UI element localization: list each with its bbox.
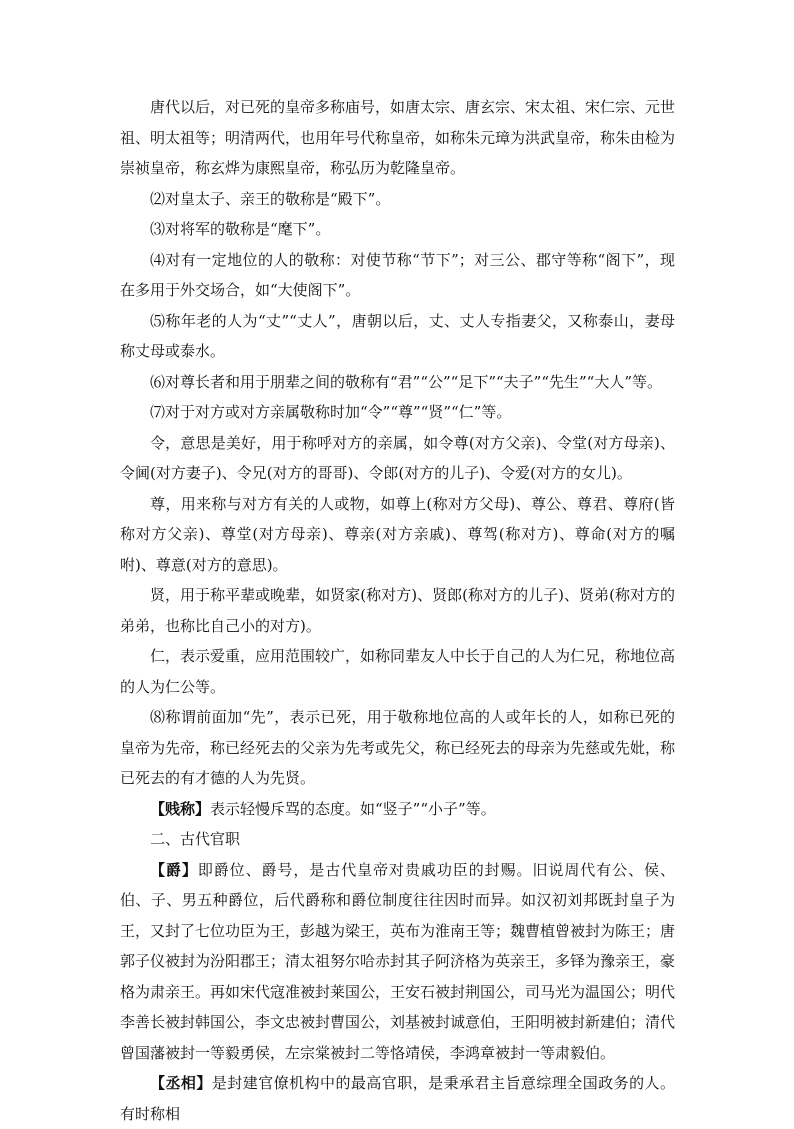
paragraph-text: 即爵位、爵号，是古代皇帝对贵戚功臣的封赐。旧说周代有公、侯、伯、子、男五种爵位，后代爵称和爵位制度往往因时而异。如汉初刘邦既封皇子为王，又封了七位功臣为王，彭越为梁王，英布为淮南王等；魏曹植曾被封为陈王；唐郭子仪被封为汾阳郡王；清太祖努尔哈赤封其子阿济格为英亲王，多铎为豫亲王，豪格为肃亲王。再如宋代寇准被封莱国公，王安石被封荆国公，司马光为温国公；明代李善长被封韩国公，李文忠被封曹国公，刘基被封诚意伯，王阳明被封新建伯；清代曾国藩被封一等毅勇侯，左宗棠被封二等恪靖侯，李鸿章被封一等肃毅伯。 [120, 860, 676, 1062]
paragraph-official-title: ⑷对有一定地位的人的敬称：对使节称“节下”；对三公、郡守等称“阁下”，现在多用于外交场合，如“大使阁下”。 [120, 250, 675, 299]
paragraph-ren: 仁，表示爱重，应用范围较广，如称同辈友人中长于自己的人为仁兄，称地位高的人为仁公等。 [120, 647, 676, 696]
paragraph-text: 是封建官僚机构中的最高官职，是秉承君主旨意综理全国政务的人。有时称相 [120, 1074, 675, 1123]
paragraph-text: 表示轻慢斥骂的态度。如“竖子”“小子”等。 [210, 799, 496, 818]
paragraph-nobility [120, 855, 675, 1069]
paragraph-xian-deceased: ⑻称谓前面加“先”，表示已死，用于敬称地位高的人或年长的人，如称已死的皇帝为先帝，称已经死去的父亲为先考或先父，称已经死去的母亲为先慈或先妣，称已死去的有才德的人为先贤。 [120, 708, 676, 787]
section-heading-official-posts: 二、古代官职 [150, 830, 241, 848]
paragraph-zun: 尊，用来称与对方有关的人或物，如尊上(称对方父母)、尊公、尊君、尊府(皆称对方父亲)、尊堂(对方母亲)、尊亲(对方亲戚)、尊驾(称对方)、尊命(对方的嘱咐)、尊意(对方的意思)。 [120, 494, 675, 574]
paragraph-temple-names: 唐代以后，对已死的皇帝多称庙号，如唐太宗、唐玄宗、宋太祖、宋仁宗、元世祖、明太祖等；明清两代，也用年号代称皇帝，如称朱元璋为洪武皇帝，称朱由检为崇祯皇帝，称玄烨为康熙皇帝，称弘历为乾隆皇帝。 [120, 98, 676, 177]
paragraph-relatives-prefix: ⑺对于对方或对方亲属敬称时加“令”“尊”“贤”“仁”等。 [150, 403, 512, 421]
paragraph-chancellor [120, 1068, 675, 1129]
paragraph-ling: 令，意思是美好，用于称呼对方的亲属，如令尊(对方父亲)、令堂(对方母亲)、令阃(对方妻子)、令兄(对方的哥哥)、令郎(对方的儿子)、令爱(对方的女儿)。 [120, 433, 675, 482]
document-page [120, 92, 675, 1129]
paragraph-crown-prince-title: ⑵对皇太子、亲王的敬称是“殿下”。 [150, 189, 391, 208]
paragraph-xian: 贤，用于称平辈或晚辈，如贤家(称对方)、贤郎(称对方的儿子)、贤弟(称对方的弟弟，也称比自己小的对方)。 [120, 586, 675, 635]
term-label: 【爵】 [150, 860, 198, 879]
paragraph-derogatory [120, 794, 675, 825]
paragraph-peer-title: ⑹对尊长者和用于朋辈之间的敬称有“君”“公”“足下”“夫子”“先生”“大人”等。 [150, 372, 663, 391]
paragraph-general-title: ⑶对将军的敬称是“麾下”。 [150, 220, 331, 238]
term-label: 【丞相】 [150, 1074, 212, 1092]
term-label: 【贱称】 [150, 799, 211, 818]
paragraph-elder-title: ⑸称年老的人为“丈”“丈人”，唐朝以后，丈、丈人专指妻父，又称泰山，妻母称丈母或泰水。 [120, 311, 675, 360]
